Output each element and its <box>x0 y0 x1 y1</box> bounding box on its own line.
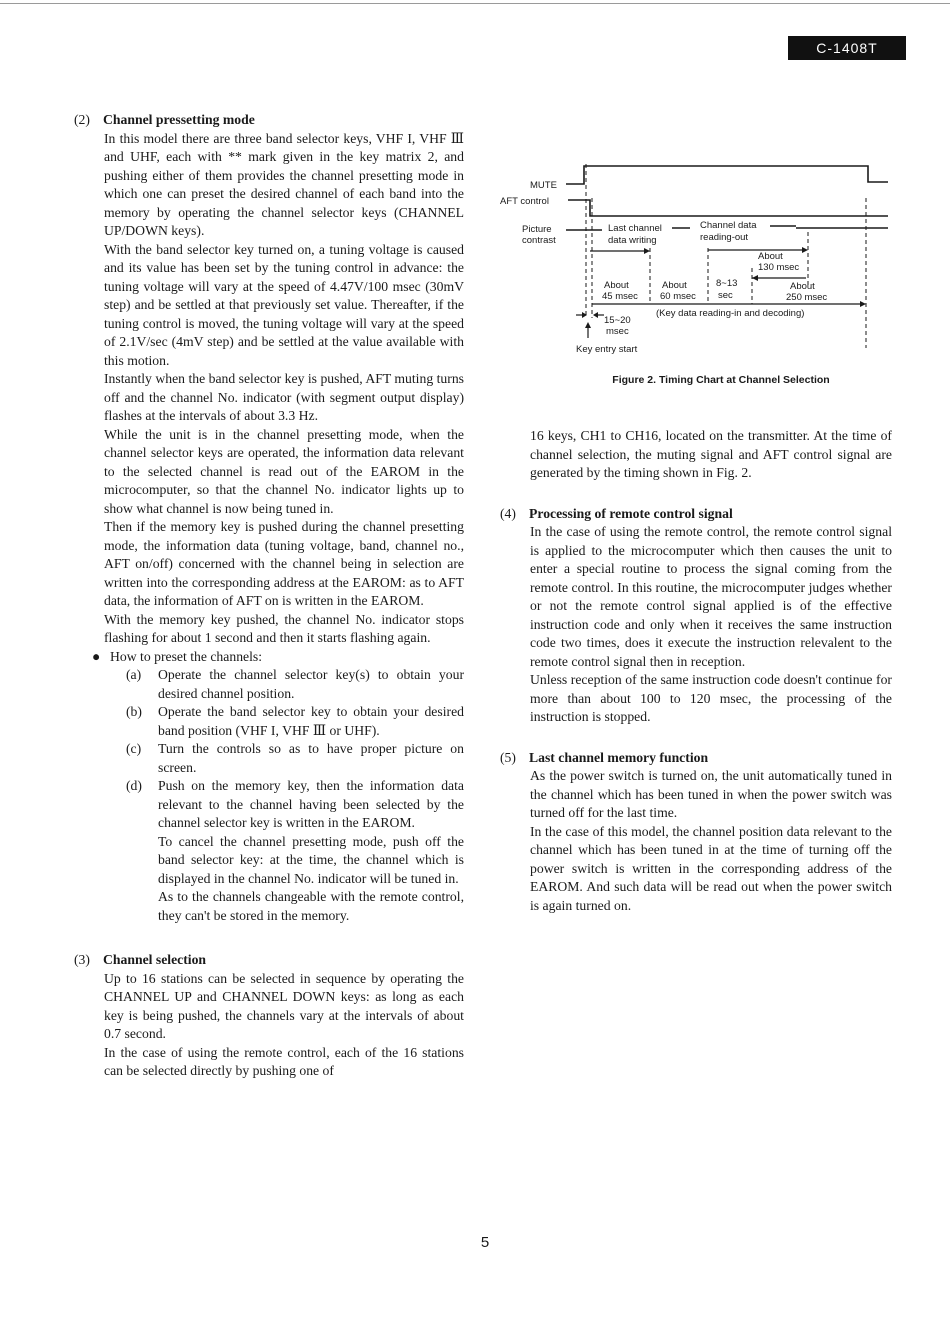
right-column <box>500 427 892 915</box>
paragraph: In the case of using the remote control, the remote control signal is applied to the microcomputer which then causes the unit to enter a special routine to process the signal coming from the remote control. In this routine, the microcomputer judges whether or not the remote control signal applied is of the effective instruction code and only when it receives the same instruction code two times, does it execute the instruction relevalent to the remote control signal then in reception. <box>530 524 892 669</box>
section-2-heading <box>74 111 464 130</box>
duration-label: 250 msec <box>786 292 828 303</box>
section-5-heading <box>500 749 892 768</box>
note-text: As to the channels changeable with the remote control, they can't be stored in the memory. <box>158 889 464 923</box>
note-text: To cancel the channel presetting mode, push off the band selector key: at the time, the channel which is displayed in the channel No. indicator will be tuned in. <box>158 833 464 886</box>
paragraph: Unless reception of the same instruction code doesn't continue for more than about 100 to 120 msec, the processing of the instruction is stopped. <box>530 672 892 724</box>
step-a <box>126 666 464 703</box>
arrowhead-icon <box>802 247 808 253</box>
spacer <box>74 925 464 951</box>
duration-label: About <box>662 280 687 291</box>
signal-label-picture: Picture <box>522 224 552 235</box>
arrowhead-icon <box>860 301 866 307</box>
paragraph: Then if the memory key is pushed during the channel presetting mode, the information data (tuning voltage, band, channel no., AFT on/off) concerned with the channel being in selection are written into the corresponding address at the EAROM: as to AFT data, the information of AFT on is written in the EAROM. <box>104 519 464 608</box>
mute-waveform <box>566 166 888 184</box>
bullet-text: How to preset the channels: <box>110 648 263 664</box>
step-label: (d) <box>126 778 142 793</box>
paragraph: With the memory key pushed, the channel No. indicator stops flashing for about 1 second and then it starts flashing again. <box>104 611 464 645</box>
step-label: (a) <box>126 667 142 682</box>
page-number: 5 <box>480 1234 490 1251</box>
section-5-title: Last channel memory function <box>529 749 709 765</box>
step-b <box>126 703 464 740</box>
step-label: (c) <box>126 741 142 756</box>
arrowhead-icon <box>644 248 650 254</box>
paragraph: While the unit is in the channel presetting mode, when the channel selector keys are operated, the information data relevant to the selected channel is read out of the EAROM in the microcomputer, so that the channel No. indicator lights up to show what channel is now being tuned in. <box>104 426 464 516</box>
step-text: Turn the controls so as to have proper picture on screen. <box>158 741 464 775</box>
signal-label-aft: AFT control <box>500 196 549 207</box>
section-2-title: Channel pressetting mode <box>103 112 255 127</box>
figure-caption: Figure 2. Timing Chart at Channel Selection <box>612 374 830 386</box>
section-4-body <box>530 523 892 727</box>
spacer <box>500 483 892 505</box>
phase-label: Channel data <box>700 220 757 231</box>
paragraph: Up to 16 stations can be selected in sequence by operating the CHANNEL UP and CHANNEL DOWN keys: as long as each key is being pushed, the channels vary at the intervals of about 0.7 second. <box>104 970 464 1041</box>
note-label: Key entry start <box>576 344 638 355</box>
preset-steps <box>126 666 464 925</box>
phase-label: Last channel <box>608 223 662 234</box>
section-4-title: Processing of remote control signal <box>529 505 733 521</box>
duration-label: 45 msec <box>602 291 638 302</box>
timing-chart-figure <box>496 158 892 358</box>
section-4-number: (4) <box>500 505 516 521</box>
spacer <box>500 727 892 749</box>
step-c <box>126 740 464 777</box>
top-rule <box>0 3 950 4</box>
section-4-heading <box>500 505 892 524</box>
section-2-number: (2) <box>74 112 90 127</box>
section-3-heading <box>74 951 464 970</box>
note-label: (Key data reading-in and decoding) <box>656 308 805 319</box>
duration-label: About <box>604 280 629 291</box>
step-text: Operate the channel selector key(s) to obtain your desired channel position. <box>158 667 464 701</box>
step-d <box>126 777 464 833</box>
aft-waveform <box>568 200 888 216</box>
signal-label-mute: MUTE <box>530 180 557 191</box>
section-2-body <box>104 130 464 648</box>
paragraph: As the power switch is turned on, the unit automatically tuned in the channel which has been tuned in when the power switch was turned off for the last time. <box>530 768 892 820</box>
duration-label: 15~20 <box>604 315 631 326</box>
arrowhead-icon <box>585 322 591 328</box>
section-3-title: Channel selection <box>103 952 207 967</box>
step-note <box>126 888 464 925</box>
step-text: Operate the band selector key to obtain your desired band position (VHF I, VHF Ⅲ or UHF). <box>158 704 464 738</box>
section-3-body <box>104 970 464 1081</box>
duration-label: 130 msec <box>758 262 800 273</box>
section-5-number: (5) <box>500 749 516 765</box>
paragraph: 16 keys, CH1 to CH16, located on the transmitter. At the time of channel selection, the muting signal and AFT control signal are generated by the timing shown in Fig. 2. <box>530 428 892 480</box>
duration-label: 8~13 <box>716 278 738 289</box>
step-text: Push on the memory key, then the information data relevant to the channel having been selected by the channel selector key is written in the EAROM. <box>158 778 464 830</box>
paragraph: In the case of using the remote control, each of the 16 stations can be selected directly by pushing one of <box>104 1044 464 1078</box>
bullet-item <box>92 648 464 667</box>
arrowhead-icon <box>752 275 758 281</box>
step-label: (b) <box>126 704 142 719</box>
section-5-body <box>530 767 892 915</box>
phase-label: reading-out <box>700 232 749 243</box>
paragraph: In this model there are three band selector keys, VHF I, VHF Ⅲ and UHF, each with ** mark given in the key matrix 2, and pushing either of them provides the channel presetting mode in which one can preset the desired channel of each band into the memory by operating the channel selector keys (CHANNEL UP/DOWN keys). <box>104 130 464 238</box>
duration-label: About <box>790 281 815 292</box>
left-column <box>74 111 464 1081</box>
duration-label: sec <box>718 290 733 301</box>
bullet-dot-icon: ● <box>92 648 101 664</box>
signal-label-contrast: contrast <box>522 235 556 246</box>
phase-label: data writing <box>608 235 657 246</box>
duration-label: About <box>758 251 783 262</box>
model-badge: C-1408T <box>788 36 906 60</box>
paragraph: Instantly when the band selector key is pushed, AFT muting turns off and the channel No. indicator (with segment output display) flashes at the intervals of about 3.3 Hz. <box>104 371 464 423</box>
duration-label: 60 msec <box>660 291 696 302</box>
step-note <box>126 833 464 889</box>
duration-label: msec <box>606 326 629 337</box>
arrowhead-icon <box>593 312 598 318</box>
section-3-continued <box>530 427 892 483</box>
paragraph: With the band selector key turned on, a tuning voltage is caused and its value has been set by the tuning control in advance: the tuning voltage will vary at the speed of 4.47V/100 msec (30mV step) and be settled at that previously set value. Thereafter, if the tuning control is moved, the tuning voltage will vary at the speed of 2.1V/sec (4mV step) and be settled at the value available with this motion. <box>104 241 464 368</box>
section-3-number: (3) <box>74 952 90 967</box>
paragraph: In the case of this model, the channel position data relevant to the channel which has been tuned in at the time of turning off the power switch is written in the corresponding address of the EAROM. And such data will be read out when the power switch is again turned on. <box>530 823 892 913</box>
